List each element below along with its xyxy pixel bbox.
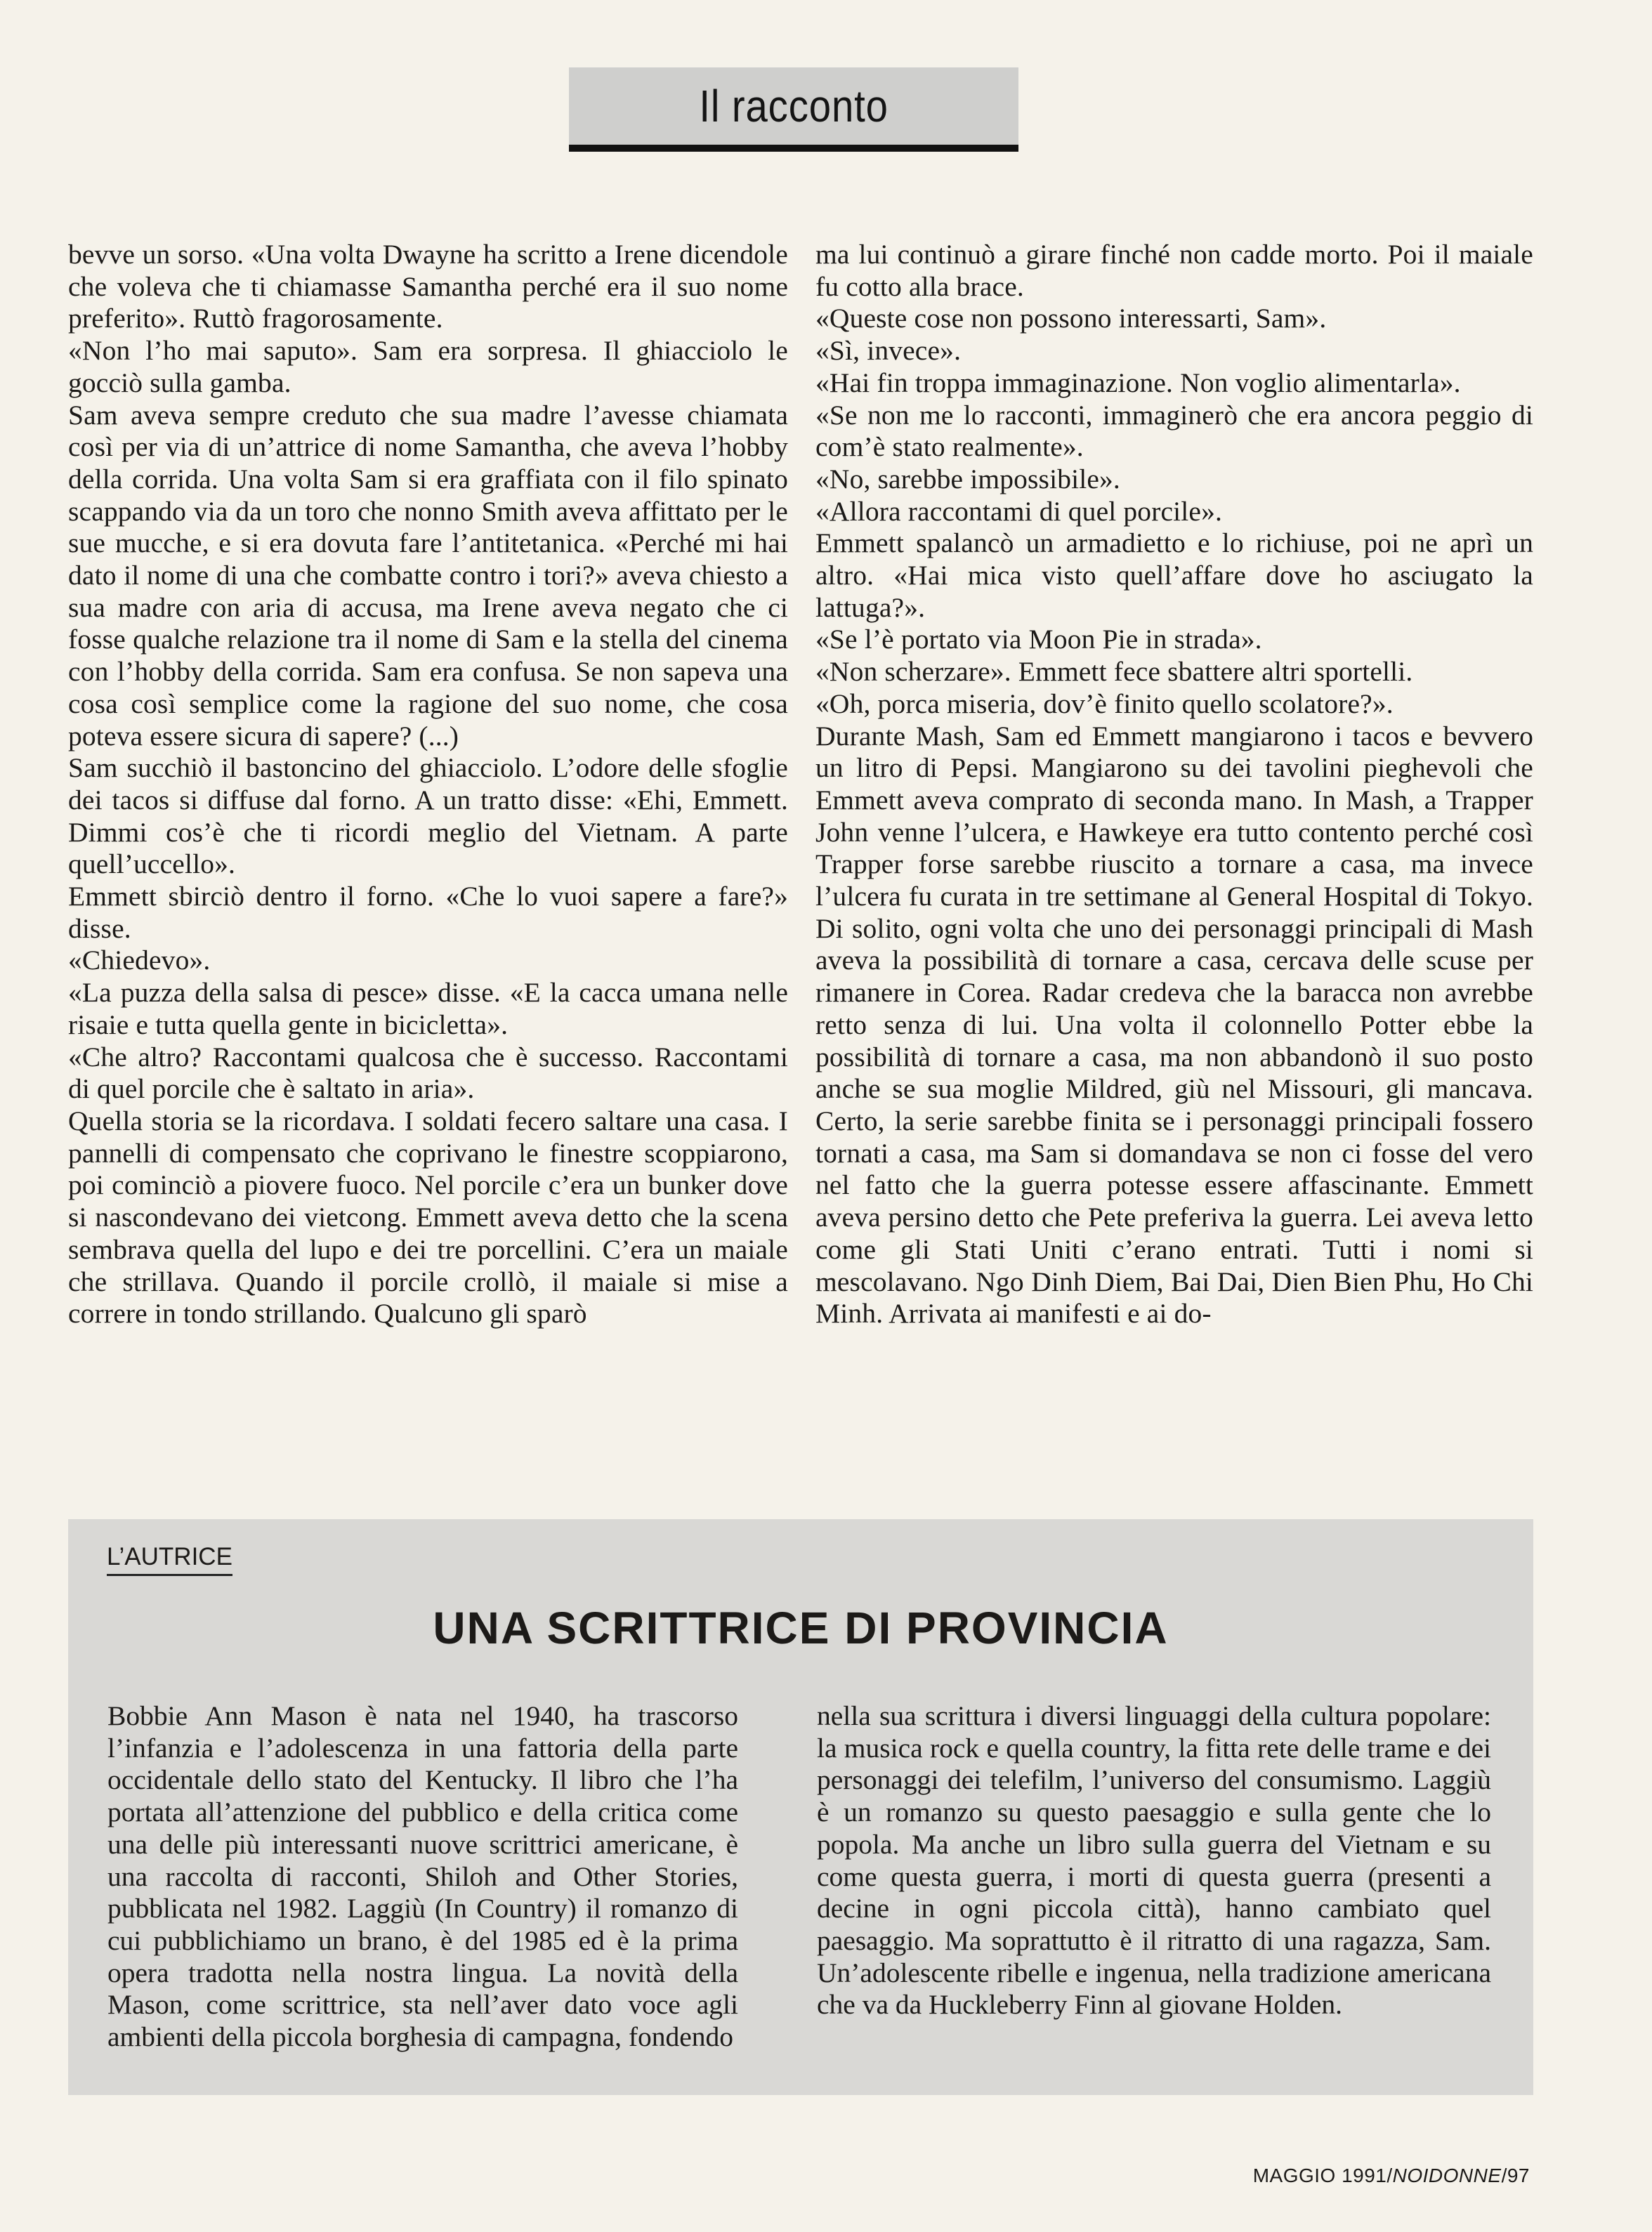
- story-paragraph: «Non l’ho mai saputo». Sam era sorpresa. Il ghiacciolo le gocciò sulla gamba.: [68, 335, 788, 398]
- story-paragraph: «Che altro? Raccontami qualcosa che è successo. Raccontami di quel porcile che è saltato in aria».: [68, 1041, 788, 1105]
- sidebar-paragraph: nella sua scrittura i diversi linguaggi della cultura popolare: la musica rock e quella country, la fitta rete delle trame e dei personaggi dei telefilm, l’universo del consumismo. Laggiù è un romanzo su questo paesaggio e sulla gente che lo popola. Ma anche un libro sulla guerra del Vietnam e su come questa guerra, i morti di questa guerra (presenti a decine in ogni piccola città), hanno cambiato quel paesaggio. Ma soprattutto è il ritratto di una ragazza, Sam. Un’adolescente ribelle e ingenua, nella tradizione americana che va da Huckleberry Finn al giovane Holden.: [817, 1700, 1491, 2021]
- story-paragraph: «Oh, porca miseria, dov’è finito quello scolatore?».: [815, 688, 1394, 719]
- story-paragraph: Durante Mash, Sam ed Emmett mangiarono i tacos e bevvero un litro di Pepsi. Mangiarono su dei tavolini pieghevoli che Emmett aveva comprato di seconda mano. In Mash, a Trapper John venne l’ulcera, e Hawkeye era tutto contento perché così Trapper forse sarebbe riuscito a tornare a casa, ma invece l’ulcera fu curata in tre settimane al General Hospital di Tokyo. Di solito, ogni volta che uno dei personaggi principali di Mash aveva la possibilità di tornare a casa, cercava delle scuse per rimanere in Corea. Radar credeva che la baracca non avrebbe retto senza di lui. Una volta il colonnello Potter ebbe la possibilità di tornare a casa, ma non abbandonò il suo posto anche se sua moglie Mildred, giù nel Missouri, gli mancava. Certo, la serie sarebbe finita se i personaggi principali fossero tornati a casa, ma Sam si domandava se non ci fosse del vero nel fatto che la guerra potesse essere affascinante. Emmett aveva persino detto che Pete preferiva la guerra. Lei aveva letto come gli Stati Uniti c’erano entrati. Tutti i nomi si mescolavano. Ngo Dinh Diem, Bai Dai, Dien Bien Phu, Ho Chi Minh. Arrivata ai manifesti e ai do-: [815, 720, 1533, 1330]
- footer-magazine: NOIDONNE: [1392, 2165, 1502, 2186]
- sidebar-left-column: [107, 1700, 738, 2054]
- page-number: 97: [1507, 2165, 1530, 2186]
- story-paragraph: ma lui continuò a girare finché non cadde morto. Poi il maiale fu cotto alla brace.: [815, 239, 1533, 302]
- footer-separator: /: [1501, 2165, 1507, 2186]
- footer-issue: MAGGIO 1991/: [1252, 2165, 1393, 2186]
- story-paragraph: Quella storia se la ricordava. I soldati fecero saltare una casa. I pannelli di compensato che coprivano le finestre scoppiarono, poi cominciò a piovere fuoco. Nel porcile c’era un bunker dove si nascondevano dei vietcong. Emmett aveva detto che la scena sembrava quella del lupo e dei tre porcellini. C’era un maiale che strillava. Quando il porcile crollò, il maiale si mise a correre in tondo strillando. Qualcuno gli sparò: [68, 1105, 788, 1330]
- story-paragraph: «Sì, invece».: [815, 335, 962, 367]
- story-paragraph: bevve un sorso. «Una volta Dwayne ha scritto a Irene dicendole che voleva che ti chiamasse Samantha perché era il suo nome preferito». Ruttò fragorosamente.: [68, 239, 788, 334]
- story-paragraph: «Chiedevo».: [68, 945, 211, 976]
- story-paragraph: Sam aveva sempre creduto che sua madre l’avesse chiamata così per via di un’attrice di nome Samantha, che aveva l’hobby della corrida. Una volta Sam si era graffiata con il filo spinato scappando via da un toro che nonno Smith aveva affittato per le sue mucche, e si era dovuta fare l’antitetanica. «Perché mi hai dato il nome di una che combatte contro i tori?» aveva chiesto a sua madre con aria di accusa, ma Irene aveva negato che ci fosse qualche relazione tra il nome di Sam e la stella del cinema con l’hobby della corrida. Sam era confusa. Se non sapeva una cosa così semplice come la ragione del suo nome, che cosa poteva essere sicura di sapere? (...): [68, 399, 788, 751]
- story-paragraph: Emmett spalancò un armadietto e lo richiuse, poi ne aprì un altro. «Hai mica visto quell’affare dove ho asciugato la lattuga?».: [815, 527, 1533, 623]
- sidebar-paragraph: Bobbie Ann Mason è nata nel 1940, ha trascorso l’infanzia e l’adolescenza in una fattoria della parte occidentale dello stato del Kentucky. Il libro che l’ha portata all’attenzione del pubblico e della critica come una delle più interessanti nuove scrittrici americane, è una raccolta di racconti, Shiloh and Other Stories, pubblicata nel 1982. Laggiù (In Country) il romanzo di cui pubblichiamo un brano, è del 1985 ed è la prima opera tradotta nella nostra lingua. La novità della Mason, come scrittrice, sta nell’aver dato voce agli ambienti della piccola borghesia di campagna, fondendo: [107, 1700, 738, 2053]
- story-paragraph: «Se non me lo racconti, immaginerò che era ancora peggio di com’è stato realmente».: [815, 399, 1533, 463]
- story-left-column: [68, 239, 788, 1330]
- story-right-column: [815, 239, 1533, 1330]
- sidebar-title: UNA SCRITTRICE DI PROVINCIA: [433, 1603, 1169, 1653]
- story-paragraph: Sam succhiò il bastoncino del ghiacciolo. L’odore delle sfoglie dei tacos si diffuse dal forno. A un tratto disse: «Ehi, Emmett. Dimmi cos’è che ti ricordi meglio del Vietnam. A parte quell’uccello».: [68, 752, 788, 880]
- story-paragraph: «No, sarebbe impossibile».: [815, 463, 1120, 494]
- story-paragraph: «Non scherzare». Emmett fece sbattere altri sportelli.: [815, 656, 1413, 688]
- story-paragraph: «Allora raccontami di quel porcile».: [815, 495, 1223, 527]
- section-title: Il racconto: [699, 81, 889, 131]
- section-header: [569, 67, 1018, 152]
- story-paragraph: «La puzza della salsa di pesce» disse. «E la cacca umana nelle risaie e tutta quella gente in bicicletta».: [68, 977, 788, 1040]
- story-paragraph: Emmett sbirciò dentro il forno. «Che lo vuoi sapere a fare?» disse.: [68, 881, 788, 944]
- sidebar-label: L’AUTRICE: [107, 1543, 232, 1576]
- sidebar-right-column: [817, 1700, 1491, 2021]
- page-footer: [1204, 2165, 1530, 2187]
- author-sidebar: [68, 1519, 1533, 2095]
- story-paragraph: «Hai fin troppa immaginazione. Non voglio alimentarla».: [815, 367, 1461, 398]
- story-paragraph: «Queste cose non possono interessarti, Sam».: [815, 303, 1327, 334]
- story-paragraph: «Se l’è portato via Moon Pie in strada».: [815, 624, 1262, 655]
